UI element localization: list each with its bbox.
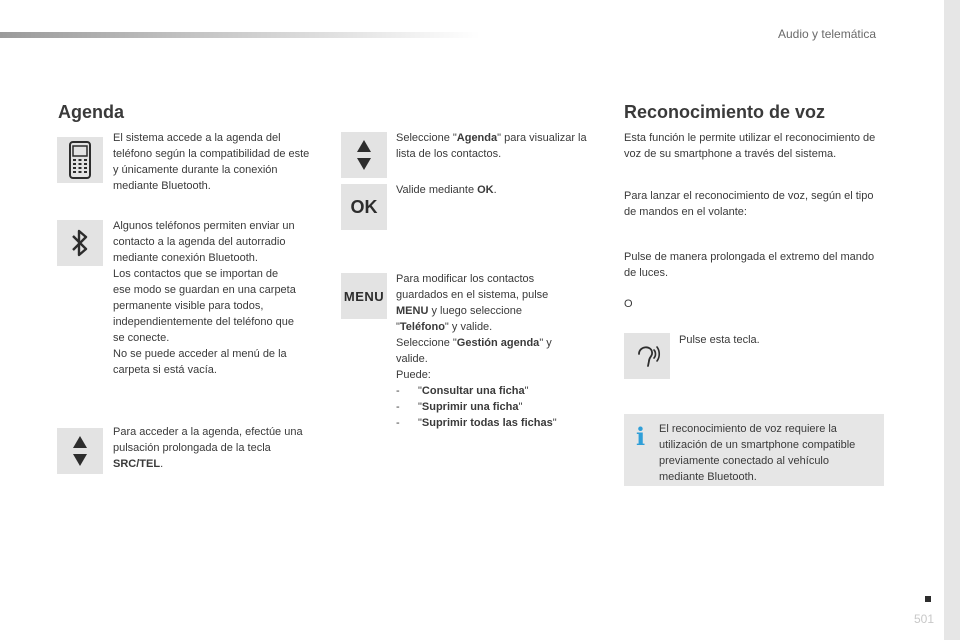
- section-title: Audio y telemática: [778, 27, 877, 41]
- option-item: - "Consultar una ficha": [396, 385, 529, 397]
- menu-key-box: [341, 273, 387, 319]
- agenda-intro-text: El sistema accede a la agenda del teléfono según la compatibilidad de este y únicamente durante la conexión mediante Bluetooth.: [113, 132, 310, 192]
- up-down-arrows-icon: [357, 140, 371, 170]
- agenda-bluetooth-text: Algunos teléfonos permiten enviar un contacto a la agenda del autorradio mediante conexión Bluetooth. Los contactos que se importan de ese modo se guardan en una carpeta permanente visible para todos, independientemente del teléfono que se conecte. No se puede acceder al menú de la carpeta si está vacía.: [113, 220, 296, 376]
- voice-launch-text: Para lanzar el reconocimiento de voz, según el tipo de mandos en el volante:: [624, 190, 874, 218]
- modify-contacts-text: Para modificar los contactos guardados en el sistema, pulse MENU y luego seleccione "Teléfono" y valide. Seleccione "Gestión agenda" y valide. Puede: - "Consultar una ficha" - "Suprimir una ficha" - "Suprimir todas las fichas": [396, 271, 601, 431]
- up-down-key-box: [341, 132, 387, 178]
- info-icon: i: [636, 422, 646, 451]
- src-tel-key-box: [57, 428, 103, 474]
- info-note-text: El reconocimiento de voz requiere la utilización de un smartphone compatible previamente conectado al vehículo mediante Bluetooth.: [659, 423, 856, 483]
- voice-heading: Reconocimiento de voz: [624, 102, 826, 122]
- voice-key-box: [624, 333, 670, 379]
- voice-press-key-text: Pulse esta tecla.: [679, 334, 760, 346]
- validate-text: Valide mediante OK.: [396, 184, 497, 196]
- or-text: O: [624, 298, 633, 310]
- up-down-arrows-icon: [73, 436, 87, 466]
- bluetooth-icon: [70, 228, 90, 258]
- voice-press-lights-text: Pulse de manera prolongada el extremo del mando de luces.: [624, 251, 875, 279]
- agenda-access-text: Para acceder a la agenda, efectúe una pulsación prolongada de la tecla SRC/TEL.: [113, 426, 303, 470]
- voice-intro-text: Esta función le permite utilizar el reconocimiento de voz de su smartphone a través del sistema.: [624, 132, 876, 160]
- voice-command-icon: [633, 342, 661, 370]
- mobile-phone-icon: [67, 141, 93, 179]
- option-item: - "Suprimir una ficha": [396, 401, 523, 413]
- phone-icon-box: [57, 137, 103, 183]
- select-agenda-text: Seleccione "Agenda" para visualizar la lista de los contactos.: [396, 132, 587, 160]
- menu-key-label: MENU: [343, 288, 385, 304]
- bluetooth-icon-box: [57, 220, 103, 266]
- agenda-heading: Agenda: [58, 102, 125, 122]
- page-number: 501: [914, 612, 935, 626]
- ok-key-label: OK: [350, 196, 378, 217]
- header-bar: [0, 32, 480, 38]
- ok-key-box: [341, 184, 387, 230]
- info-note: [624, 414, 884, 486]
- option-item: - "Suprimir todas las fichas": [396, 417, 557, 429]
- page-edge-strip: [944, 0, 960, 640]
- page-marker: [925, 596, 931, 602]
